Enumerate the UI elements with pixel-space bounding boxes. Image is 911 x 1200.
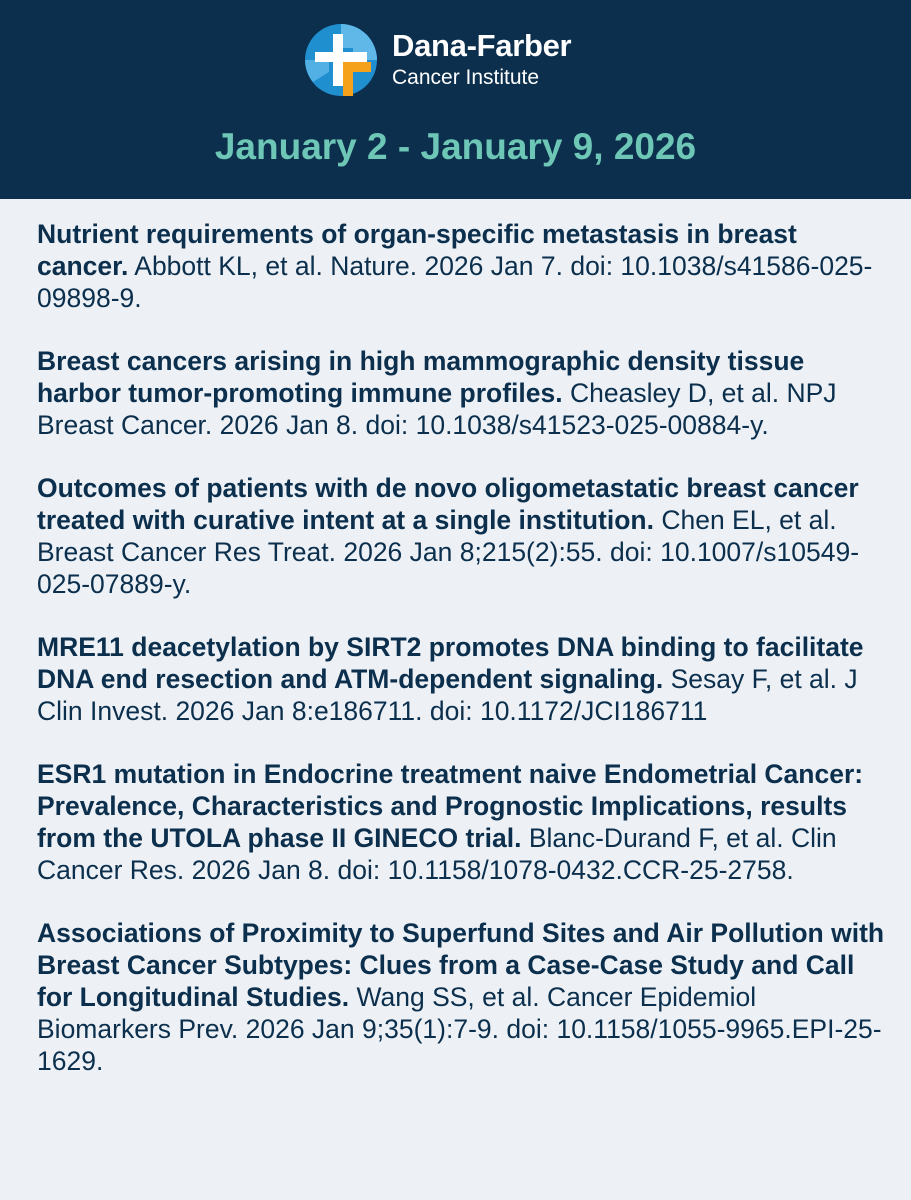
publication-citation: Sesay F, et al. J Clin Invest. 2026 Jan 8:e186711. doi: 10.1172/JCI186711	[37, 664, 858, 726]
publication-entry	[37, 631, 887, 727]
publication-entry	[37, 758, 887, 886]
publication-citation: Chen EL, et al. Breast Cancer Res Treat. 2026 Jan 8;215(2):55. doi: 10.1007/s10549-025-07889-y.	[37, 505, 860, 599]
publication-title[interactable]: Associations of Proximity to Superfund Sites and Air Pollution with Breast Cancer Subtypes: Clues from a Case-Case Study and Call for Longitudinal Studies.	[37, 918, 885, 1012]
publication-title[interactable]: Outcomes of patients with de novo oligometastatic breast cancer treated with curative intent at a single institution.	[37, 473, 859, 535]
publication-list	[37, 218, 887, 1108]
publication-citation: Blanc-Durand F, et al. Clin Cancer Res. 2026 Jan 8. doi: 10.1158/1078-0432.CCR-25-2758.	[37, 823, 837, 885]
dana-farber-cross-logo-icon	[305, 24, 377, 96]
dana-farber-logo[interactable]	[305, 24, 605, 98]
publication-title[interactable]: Breast cancers arising in high mammographic density tissue harbor tumor-promoting immune profiles.	[37, 346, 805, 408]
logo-subtitle: Cancer Institute	[392, 66, 540, 89]
logo-name: Dana-Farber	[392, 28, 572, 63]
publication-title[interactable]: MRE11 deacetylation by SIRT2 promotes DNA binding to facilitate DNA end resection and ATM-dependent signaling.	[37, 632, 864, 694]
publication-title[interactable]: ESR1 mutation in Endocrine treatment naive Endometrial Cancer: Prevalence, Characteristics and Prognostic Implications, results from the UTOLA phase II GINECO trial.	[37, 759, 864, 853]
publication-citation: Abbott KL, et al. Nature. 2026 Jan 7. doi: 10.1038/s41586-025-09898-9.	[37, 251, 873, 313]
header-banner	[0, 0, 911, 199]
publication-citation: Cheasley D, et al. NPJ Breast Cancer. 2026 Jan 8. doi: 10.1038/s41523-025-00884-y.	[37, 378, 837, 440]
publication-entry	[37, 472, 887, 600]
date-range-heading: January 2 - January 9, 2026	[214, 126, 697, 167]
publication-entry	[37, 218, 887, 314]
publication-entry	[37, 917, 887, 1077]
publication-entry	[37, 345, 887, 441]
publication-title[interactable]: Nutrient requirements of organ-specific metastasis in breast cancer.	[37, 219, 797, 281]
publication-citation: Wang SS, et al. Cancer Epidemiol Biomarkers Prev. 2026 Jan 9;35(1):7-9. doi: 10.1158/1055-9965.EPI-25-1629.	[37, 982, 882, 1076]
